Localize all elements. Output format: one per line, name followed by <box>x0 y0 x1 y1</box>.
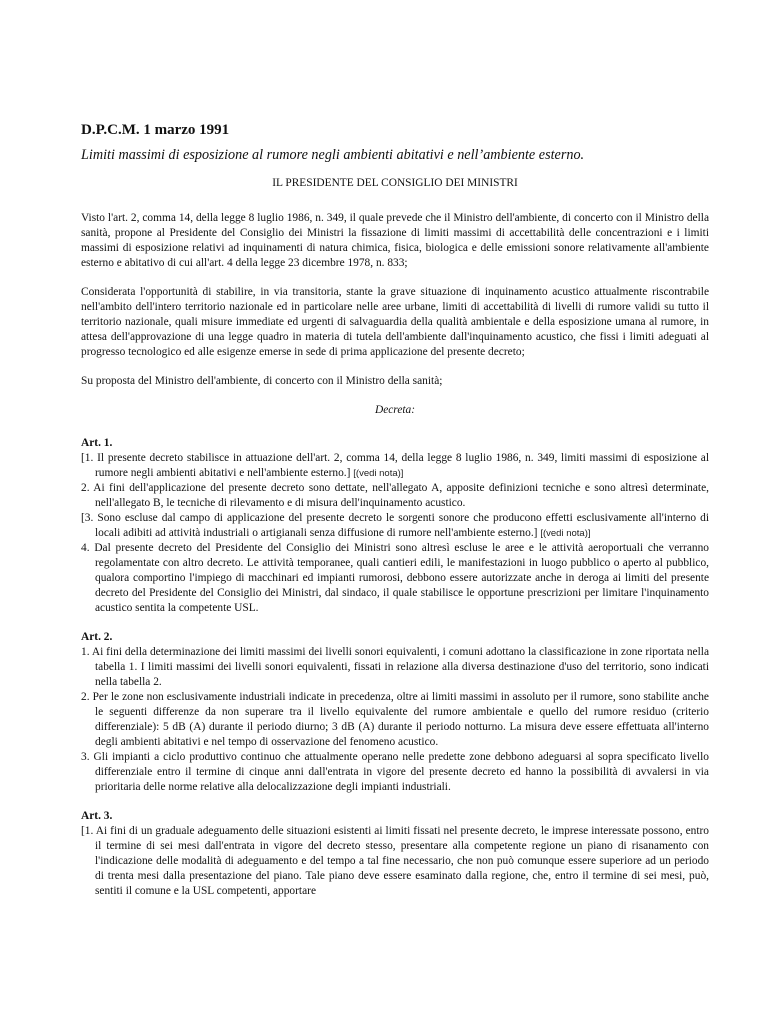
preamble-visto: Visto l'art. 2, comma 14, della legge 8 luglio 1986, n. 349, il quale prevede che il Ministro dell'ambiente, di concerto con il Ministro della sanità, propone al Presidente del Consiglio dei Ministri la fissazione di limiti massimi di accettabilità delle concentrazioni e i limiti massimi di esposizione relativi ad inquinamenti di natura chimica, fisica, biologica e delle emissioni sonore relativamente all'ambiente esterno e abitativo di cui all'art. 4 della legge 23 dicembre 1978, n. 833; <box>81 212 709 269</box>
document-page <box>81 112 709 913</box>
article-2-title: Art. 2. <box>81 631 113 643</box>
document-title: D.P.C.M. 1 marzo 1991 <box>81 122 230 138</box>
vedi-nota-link[interactable]: [(vedi nota)] <box>353 468 404 479</box>
article-3-item-1: [1. Ai fini di un graduale adeguamento delle situazioni esistenti ai limiti fissati nel presente decreto, le imprese interessate possono, entro il termine di sei mesi dall'entrata in vigore del decreto stesso, presentare alla competente regione un piano di risanamento con l'indicazione delle modalità di adeguamento e del tempo a tal fine necessario, che non può comunque essere superiore ad un periodo di trenta mesi dalla presentazione del piano. Tale piano deve essere esaminato dalla regione, che, entro il termine di sei mesi, può, sentiti il comune e la USL competenti, apportare <box>81 825 709 897</box>
article-1-title: Art. 1. <box>81 437 113 449</box>
article-1-item-2: 2. Ai fini dell'applicazione del presente decreto sono dettate, nell'allegato A, apposite definizioni tecniche e sono altresì determinate, nell'allegato B, le tecniche di rilevamento e di misura dell'inquinamento acustico. <box>81 482 709 509</box>
article-1 <box>81 436 709 616</box>
article-3 <box>81 809 709 899</box>
preamble-proposta: Su proposta del Ministro dell'ambiente, di concerto con il Ministro della sanità; <box>81 375 443 387</box>
article-3-title: Art. 3. <box>81 810 113 822</box>
vedi-nota-link[interactable]: [(vedi nota)] <box>540 528 591 539</box>
preamble-considerata: Considerata l'opportunità di stabilire, in via transitoria, stante la grave situazione di inquinamento acustico attualmente riscontrabile nell'ambito dell'intero territorio nazionale ed in particolare nelle aree urbane, limiti di accettabilità di livelli di rumore validi su tutto il territorio nazionale, quali misure immediate ed urgenti di salvaguardia della qualità ambientale e della esposizione umana al rumore, in attesa dell'approvazione di una legge quadro in materia di tutela dell'ambiente dall'inquinamento acustico, che fissi i limiti adeguati al progresso tecnologico ed alle esigenze emerse in sede di prima applicazione del presente decreto; <box>81 286 709 358</box>
article-1-item-4: 4. Dal presente decreto del Presidente del Consiglio dei Ministri sono altresì escluse le aree e le attività aeroportuali che verranno regolamentate con altro decreto. Le attività temporanee, quali cantieri edili, le manifestazioni in luogo pubblico o aperto al pubblico, qualora comportino l'impiego di macchinari ed impianti rumorosi, debbono essere autorizzate anche in deroga ai limiti del presente decreto del Presidente del Consiglio dei Ministri, dal sindaco, il quale stabilisce le opportune prescrizioni per limitare l'inquinamento acustico sentita la competente USL. <box>81 542 709 614</box>
article-1-item-1-text: [1. Il presente decreto stabilisce in attuazione dell'art. 2, comma 14, della legge 8 luglio 1986, n. 349, limiti massimi di esposizione al rumore negli ambienti abitativi e nell'ambiente esterno.] <box>81 452 709 479</box>
decreta-label: Decreta: <box>374 404 416 416</box>
document-subtitle: Limiti massimi di esposizione al rumore negli ambienti abitativi e nell’ambiente esterno. <box>81 147 585 163</box>
article-1-item-1 <box>81 451 709 481</box>
article-2-item-1: 1. Ai fini della determinazione dei limiti massimi dei livelli sonori equivalenti, i comuni adottano la classificazione in zone riportata nella tabella 1. I limiti massimi dei livelli sonori equivalenti, fissati in relazione alla diversa destinazione d'uso del territorio, sono indicati nella tabella 2. <box>81 646 709 688</box>
article-2-item-2: 2. Per le zone non esclusivamente industriali indicate in precedenza, oltre ai limiti massimi in assoluto per il rumore, sono stabilite anche le seguenti differenze da non superare tra il livello equivalente del rumore ambientale e quello del rumore residuo (criterio differenziale): 5 dB (A) durante il periodo diurno; 3 dB (A) durante il periodo notturno. La misura deve essere effettuata all'interno degli ambienti abitativi e nel tempo di osservazione del fenomeno acustico. <box>81 691 709 748</box>
document-heading: IL PRESIDENTE DEL CONSIGLIO DEI MINISTRI <box>272 177 518 189</box>
article-1-item-3-text: [3. Sono escluse dal campo di applicazione del presente decreto le sorgenti sonore che producono effetti esclusivamente all'interno di locali adibiti ad attività industriali o artigianali senza diffusione di rumore nell'ambiente esterno.] <box>81 512 709 539</box>
article-2-item-3: 3. Gli impianti a ciclo produttivo continuo che attualmente operano nelle predette zone debbono adeguarsi al sopra specificato livello differenziale entro il termine di cinque anni dall'entrata in vigore del presente decreto ed hanno la possibilità di avvalersi in via prioritaria delle norme relative alla delocalizzazione degli impianti industriali. <box>81 751 709 793</box>
article-2 <box>81 630 709 795</box>
article-1-item-3 <box>81 511 709 541</box>
